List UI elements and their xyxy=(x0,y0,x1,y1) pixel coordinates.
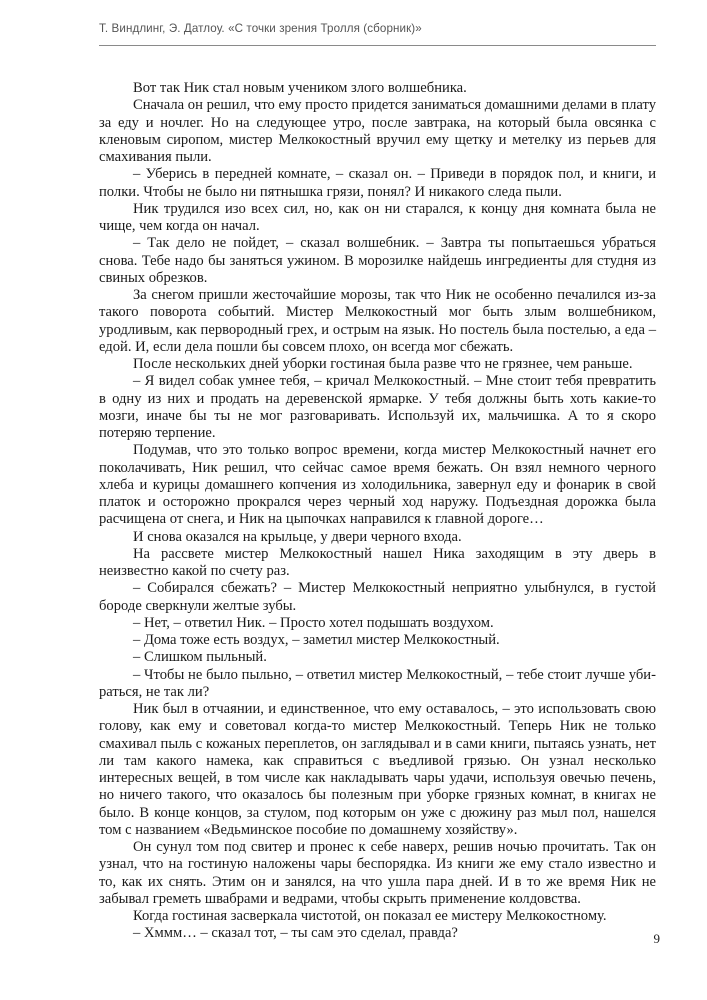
paragraph: После нескольких дней уборки гостиная была разве что не грязнее, чем раньше. xyxy=(133,356,633,372)
page-number: 9 xyxy=(653,931,660,946)
paragraph: Он сунул том под свитер и пронес к себе наверх, решив ночью прочитать. Так он узнал, что на гостиную наложены чары беспорядка. Из книги же ему стало известно и то, как их снять. Этим он и занялся, на что ушла пара дней. И в то же время Ник не забывал греметь швабрами и ведрами, чтобы скрыть применение колдовства. xyxy=(99,839,656,907)
paragraph: – Слишком пыльный. xyxy=(133,649,267,666)
paragraph: – Нет, – ответил Ник. – Просто хотел подышать воздухом. xyxy=(133,614,494,631)
page-body xyxy=(99,80,656,943)
paragraph: – Дома тоже есть воздух, – заметил мистер Мелкокостный. xyxy=(133,632,500,648)
header-divider xyxy=(99,45,656,46)
paragraph: – Так дело не пойдет, – сказал волшебник. – Завтра ты попытаешься убраться снова. Тебе надо бы заняться ужином. В морозилке найдешь ингредиенты для студня из свиных обрезков. xyxy=(99,235,656,286)
paragraph: – Уберись в передней комнате, – сказал он. – Приведи в порядок пол, и книги, и полки. Чтобы не было ни пятнышка грязи, понял? И никакого следа пыли. xyxy=(99,166,656,200)
paragraph: Вот так Ник стал новым учеником злого волшебника. xyxy=(133,80,467,96)
running-header: Т. Виндлинг, Э. Датлоу. «С точки зрения Тролля (сборник)» xyxy=(99,22,422,35)
paragraph: На рассвете мистер Мелкокостный нашел Ника заходящим в эту дверь в неизвестно какой по счету раз. xyxy=(99,545,656,579)
paragraph: – Чтобы не было пыльно, – ответил мистер Мелкокостный, – тебе стоит лучше убираться, не так ли? xyxy=(99,666,656,700)
paragraph: – Хммм… – сказал тот, – ты сам это сделал, правда? xyxy=(133,925,458,942)
paragraph: – Собирался сбежать? – Мистер Мелкокостный неприятно улыбнулся, в густой бороде сверкнули желтые зубы. xyxy=(99,580,656,614)
paragraph: Ник был в отчаянии, и единственное, что ему оставалось, – это использовать свою голову, как ему и советовал когда-то мистер Мелкокостный. Теперь Ник не только смахивал пыль с кожаных переплетов, он заглядывал и в сами книги, пытаясь узнать, нет ли там какого намека, как справиться с въедливой грязью. Он узнал несколько интересных вещей, в том числе как накладывать чары удачи, используя овечью печень, но ничего такого, что оказалось бы полезным при уборке грязных комнат, в книгах не было. В конце концов, за стулом, под которым он уже с дюжину раз мыл пол, нашелся том с названием «Ведьминское пособие по домашнему хозяйству». xyxy=(99,701,656,838)
paragraph: Ник трудился изо всех сил, но, как он ни старался, к концу дня комната была не чище, чем когда он начал. xyxy=(99,200,656,234)
paragraph: И снова оказался на крыльце, у двери черного входа. xyxy=(133,528,462,545)
paragraph: За снегом пришли жесточайшие морозы, так что Ник не особенно печалился из-за такого поворота событий. Мистер Мелкокостный мог быть злым волшебником, уродливым, как первородный грех, и острым на язык. Но постель была постелью, а еда – едой. И, если дела пошли бы совсем плохо, он всегда мог сбежать. xyxy=(99,287,656,355)
paragraph: Подумав, что это только вопрос времени, когда мистер Мелкокостный начнет его поколачивать, Ник решил, что сейчас самое время бежать. Он взял немного черного хлеба и курицы домашнего копчения из холодильника, завернул еду и фонарик в свой платок и осторожно прокрался через черный ход наружу. Подъездная дорожка была расчищена от снега, и Ник на цыпочках направился к главной дороге… xyxy=(99,442,656,528)
paragraph: Сначала он решил, что ему просто придется заниматься домашними делами в плату за еду и ночлег. Но на следующее утро, после завтрака, на который была овсянка с кленовым сиропом, мистер Мелкокостный вручил ему щетку и метелку из перьев для смахивания пыли. xyxy=(99,97,656,165)
paragraph: – Я видел собак умнее тебя, – кричал Мелкокостный. – Мне стоит тебя превратить в одну из них и продать на деревенской ярмарке. У тебя должны быть хоть какие-то мозги, иначе бы ты не мог разговаривать. Используй их, мальчишка. А то я скоро потеряю терпение. xyxy=(99,373,656,441)
paragraph: Когда гостиная засверкала чистотой, он показал ее мистеру Мелкокостному. xyxy=(133,908,607,924)
